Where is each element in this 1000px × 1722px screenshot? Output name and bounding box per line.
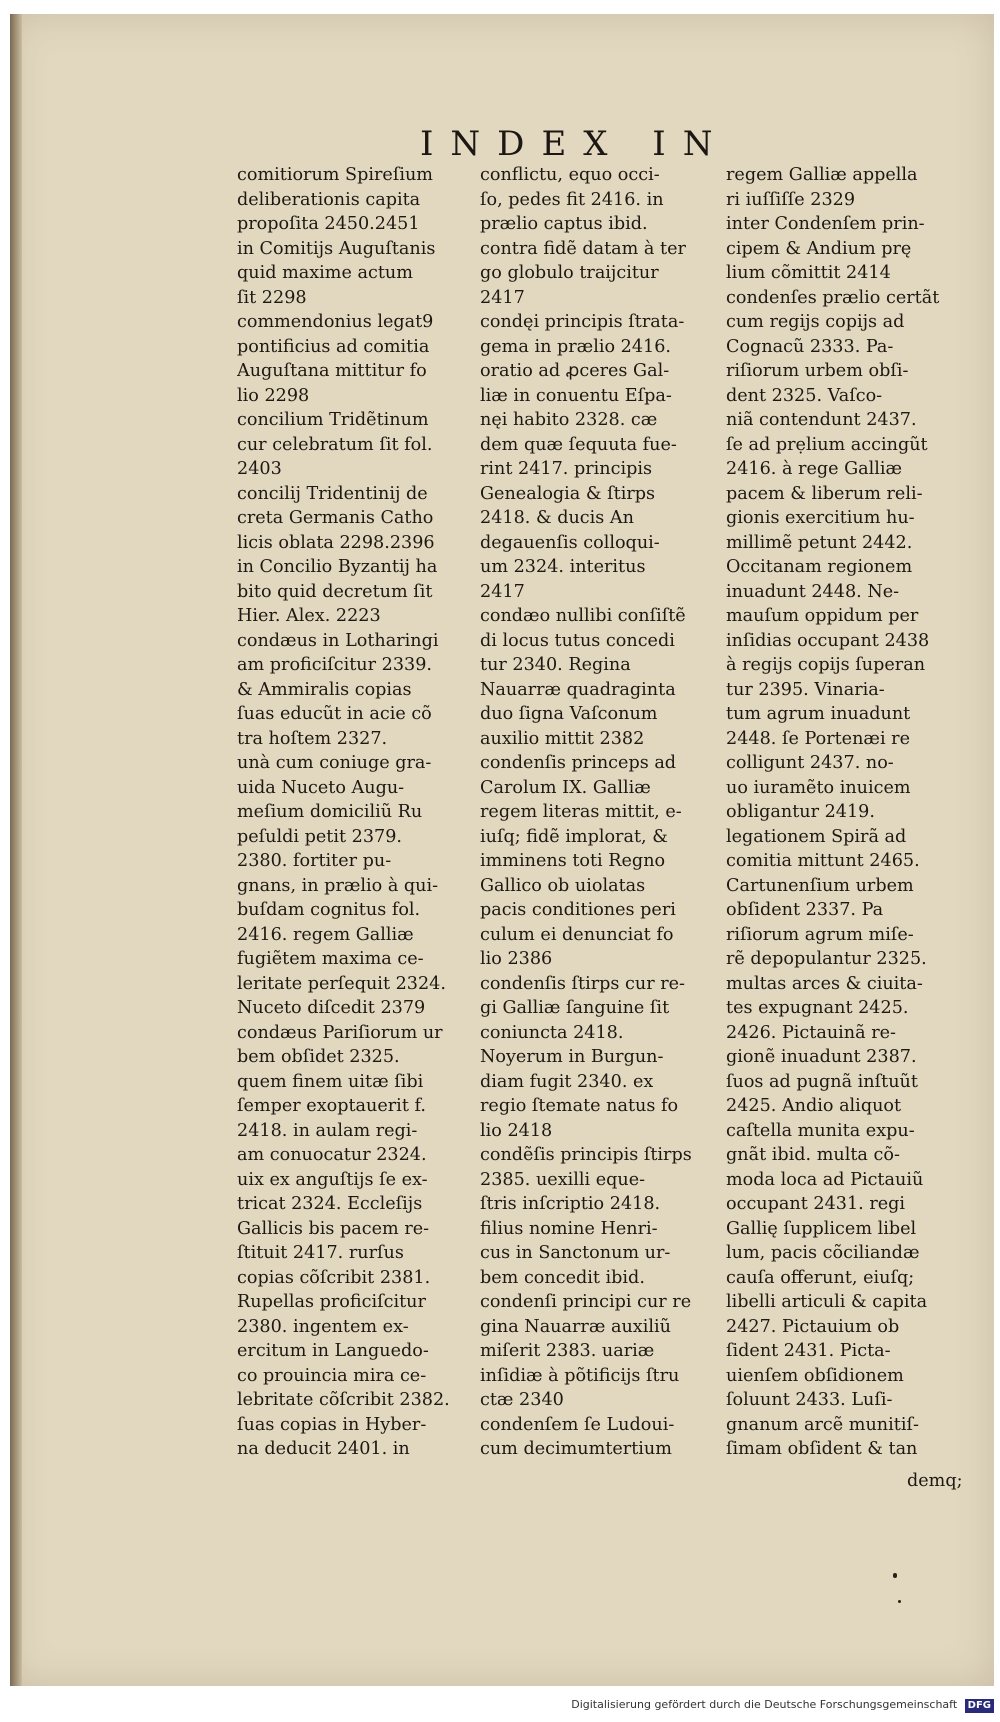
index-line: meſium domiciliũ Ru [237,802,423,822]
index-line: uienſem obſidionem [726,1365,904,1386]
index-line: 2416. regem Galliæ [237,924,414,945]
index-line: condenſem ſe Ludoui- [480,1414,675,1435]
index-line: miſerit 2383. uariæ [480,1341,655,1361]
index-line: 2380. ingentem ex- [237,1316,409,1337]
index-line: Cartunenſium urbem [726,875,914,896]
index-line: 2426. Pictauinã re- [726,1022,896,1043]
index-line: in Concilio Byzantij ha [237,557,438,577]
index-line: buſdam cognitus fol. [237,900,421,920]
index-line: copias cõſcribit 2381. [237,1267,431,1288]
index-line: ſuos ad pugnã inſtuũt [726,1071,918,1092]
index-line: Rupellas proficiſcitur [237,1292,426,1312]
index-column-1 [237,163,472,1462]
index-line: conflictu, equo occi- [480,165,660,185]
index-line: condæo nullibi conſiſtẽ [480,606,686,626]
index-line: Genealogia & ſtirps [480,483,656,504]
index-line: gnans, in prælio à qui- [237,875,439,896]
index-line: quid maxime actum [237,263,413,283]
index-line: na deducit 2401. in [237,1439,410,1459]
index-line: um 2324. interitus [480,557,646,577]
index-line: ſemper exoptauerit f. [237,1096,426,1116]
index-line: am proficiſcitur 2339. [237,655,433,675]
index-line: à regijs copijs ſuperan [726,655,926,675]
index-line: ſoluunt 2433. Luſi- [726,1390,893,1410]
index-line: lio 2418 [480,1120,553,1141]
index-line: pacem & liberum reli- [726,483,923,504]
index-line: Hier. Alex. 2223 [237,606,381,626]
index-line: gnanum arcẽ munitiſ- [726,1414,919,1435]
index-line: di locus tutus concedi [480,630,675,651]
index-line: tra hoſtem 2327. [237,728,388,749]
index-line: prælio captus ibid. [480,214,648,234]
catchword: demq; [907,1471,963,1491]
index-line: inter Condenſem prin- [726,214,925,234]
index-column-2 [480,163,718,1462]
index-line: lum, pacis cõciliandæ [726,1243,920,1263]
index-line: concilij Tridentinij de [237,483,428,504]
index-line: ſo, pedes fit 2416. in [480,189,664,210]
index-line: 2418. in aulam regi- [237,1120,418,1141]
index-line: riſiorum agrum miſe- [726,924,914,945]
index-line: ſimam obſident & tan [726,1439,918,1459]
index-line: rẽ depopulantur 2325. [726,949,927,969]
index-line: pacis conditiones peri [480,900,676,920]
index-line: riſiorum urbem obſi- [726,361,909,381]
index-column-3 [726,163,962,1462]
index-line: ſtituit 2417. rurſus [237,1243,404,1263]
index-line: comitiorum Spireſium [237,165,433,185]
index-line: diam fugit 2340. ex [480,1071,654,1092]
index-line: tur 2395. Vinaria- [726,679,885,700]
index-line: gionis exercitium hu- [726,508,915,528]
index-line: filius nomine Henri- [480,1218,658,1239]
index-line: imminens toti Regno [480,851,666,871]
index-line: inſidiæ à põtificijs ſtru [480,1365,680,1386]
index-line: uo iuramẽto inuicem [726,777,911,798]
index-line: lebritate cõſcribit 2382. [237,1390,450,1410]
index-line: ſe ad prẹlium accingũt [726,434,928,455]
index-line: 2380. fortiter pu- [237,851,392,871]
index-line: obſident 2337. Pa [726,900,884,920]
index-line: propoſita 2450.2451 [237,214,420,234]
index-line: auxilio mittit 2382 [480,728,645,749]
index-line: in Comitijs Auguſtanis [237,238,436,259]
index-line: Nuceto diſcedit 2379 [237,998,426,1018]
index-line: occupant 2431. regi [726,1194,906,1214]
index-line: ctæ 2340 [480,1390,564,1410]
index-line: cus in Sanctonum ur- [480,1243,671,1263]
index-line: regem literas mittit, e- [480,802,682,822]
index-line: concilium Tridẽtinum [237,410,429,430]
index-line: condenſi principi cur re [480,1292,692,1312]
index-line: 2418. & ducis An [480,508,634,528]
index-line: cauſa offerunt, eiuſq; [726,1267,915,1288]
index-line: condenſis ſtirps cur re- [480,973,685,994]
index-line: ri iuſſiſſe 2329 [726,189,856,210]
index-line: Gallię ſupplicem libel [726,1218,917,1239]
index-line: ſit 2298 [237,287,307,308]
index-line: leritate perſequit 2324. [237,973,446,994]
index-line: condæus in Lotharingi [237,630,439,651]
index-line: Nauarræ quadraginta [480,679,676,700]
index-line: co prouincia mira ce- [237,1365,427,1386]
index-line: fugiẽtem maxima ce- [237,949,424,969]
index-line: millimẽ petunt 2442. [726,532,913,553]
index-line: condenſis princeps ad [480,753,677,773]
index-line: tes expugnant 2425. [726,998,909,1018]
index-line: uix ex anguſtijs ſe ex- [237,1169,428,1190]
index-line: nęi habito 2328. cæ [480,410,658,430]
index-line: commendonius legat9 [237,312,434,332]
index-line: legationem Spirã ad [726,826,907,847]
index-line: mauſum oppidum per [726,606,919,626]
index-line: 2385. uexilli eque- [480,1169,646,1190]
index-line: unà cum coniuge gra- [237,753,432,773]
index-line: gi Galliæ ſanguine ſit [480,998,670,1018]
index-line: Gallicis bis pacem re- [237,1218,430,1239]
index-line: caſtella munita expu- [726,1120,915,1141]
index-line: deliberationis capita [237,189,421,210]
index-line: degauenſis colloqui- [480,532,660,553]
index-line: niã contendunt 2437. [726,410,917,430]
index-line: libelli articuli & capita [726,1292,928,1312]
index-line: inſidias occupant 2438 [726,630,930,651]
index-line: condẽſis principis ſtirps [480,1145,692,1165]
index-line: peſuldi petit 2379. [237,826,403,847]
index-line: oratio ad ꝓceres Gal- [480,361,670,381]
index-line: 2417 [480,581,525,602]
index-line: ſuas educũt in acie cõ [237,704,432,724]
index-line: lio 2298 [237,385,310,406]
index-line: 2416. à rege Galliæ [726,459,903,479]
index-line: regio ſtemate natus fo [480,1096,679,1116]
index-line: gema in prælio 2416. [480,336,672,357]
index-line: Cognacũ 2333. Pa- [726,336,894,357]
index-line: comitia mittunt 2465. [726,851,920,871]
index-line: coniuncta 2418. [480,1022,624,1043]
index-line: Noyerum in Burgun- [480,1047,664,1067]
index-line: pontificius ad comitia [237,336,430,357]
index-line: multas arces & ciuita- [726,973,923,994]
book-binding-edge [10,14,22,1686]
digitization-footer [0,1694,994,1716]
index-line: licis oblata 2298.2396 [237,532,435,553]
index-line: culum ei denunciat fo [480,924,674,945]
index-line: quem finem uitæ ſibi [237,1071,424,1092]
index-line: 2417 [480,287,525,308]
index-line: liæ in conuentu Eſpa- [480,385,672,406]
index-line: bito quid decretum ſit [237,581,433,602]
index-line: ercitum in Languedo- [237,1341,429,1361]
index-line: 2425. Andio aliquot [726,1096,902,1116]
index-line: cum regijs copijs ad [726,312,905,332]
index-line: Carolum IX. Galliæ [480,777,651,798]
index-line: ſident 2431. Picta- [726,1341,891,1361]
index-line: inuadunt 2448. Ne- [726,581,900,602]
index-line: am conuocatur 2324. [237,1145,427,1165]
index-line: condęi principis ſtrata- [480,312,685,332]
index-line: go globulo traijcitur [480,263,659,283]
index-line: colligunt 2437. no- [726,753,894,773]
index-line: tum agrum inuadunt [726,704,911,724]
index-line: contra fidẽ datam à ter [480,238,686,259]
index-line: 2427. Pictauium ob [726,1316,900,1337]
index-line: moda loca ad Pictauiũ [726,1169,924,1190]
index-line: Gallico ob uiolatas [480,875,646,896]
index-line: obligantur 2419. [726,802,875,822]
index-line: lium cõmittit 2414 [726,263,891,283]
index-line: regem Galliæ appella [726,165,918,185]
index-line: lio 2386 [480,949,553,969]
index-line: cur celebratum ſit fol. [237,434,433,455]
index-line: cipem & Andium prę [726,238,912,259]
index-line: 2403 [237,459,282,479]
index-line: tur 2340. Regina [480,655,631,675]
index-line: 2448. ſe Portenæi re [726,728,910,749]
index-line: rint 2417. principis [480,459,653,479]
running-header: INDEX IN [420,124,730,164]
index-line: gina Nauarræ auxiliũ [480,1316,671,1337]
index-line: gnãt ibid. multa cõ- [726,1145,900,1165]
index-line: cum decimumtertium [480,1439,672,1459]
funding-note: Digitalisierung gefördert durch die Deutsche Forschungsgemeinschaft [571,1698,958,1711]
index-line: bem obſidet 2325. [237,1047,400,1067]
index-line: creta Germanis Catho [237,508,434,528]
index-line: condæus Pariſiorum ur [237,1022,443,1043]
index-line: & Ammiralis copias [237,679,412,700]
ink-speck [898,1600,901,1603]
index-line: duo ſigna Vaſconum [480,704,658,724]
dfg-logo: DFG [965,1699,994,1713]
index-line: iuſq; fidẽ implorat, & [480,826,668,847]
index-line: condenſes prælio certãt [726,287,940,308]
index-line: bem concedit ibid. [480,1267,645,1288]
index-line: dem quæ ſequuta fue- [480,434,677,455]
index-line: Occitanam regionem [726,557,913,577]
index-line: ſtris inſcriptio 2418. [480,1194,661,1214]
index-line: gionẽ inuadunt 2387. [726,1047,917,1067]
index-line: ſuas copias in Hyber- [237,1414,427,1435]
index-line: tricat 2324. Eccleſijs [237,1194,423,1214]
ink-speck [893,1573,897,1578]
index-line: dent 2325. Vaſco- [726,385,883,406]
index-line: Auguſtana mittitur fo [237,361,427,381]
index-line: uida Nuceto Augu- [237,777,405,798]
